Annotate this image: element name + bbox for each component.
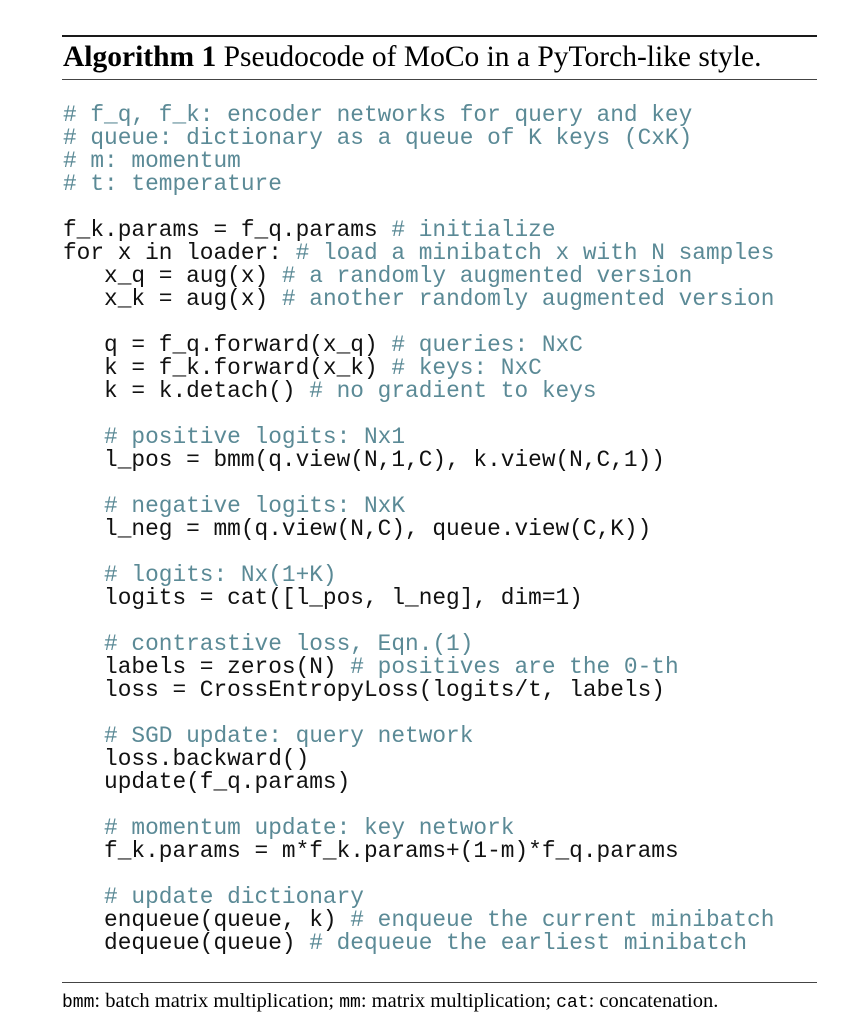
code-statement: loss = CrossEntropyLoss(logits/t, labels) <box>104 677 665 703</box>
code-line <box>63 426 774 449</box>
top-rule <box>62 35 817 37</box>
code-line <box>63 219 774 242</box>
code-comment: # f_q, f_k: encoder networks for query and key <box>63 102 693 128</box>
code-line <box>63 932 774 955</box>
code-indent <box>63 769 104 795</box>
code-statement: logits = cat([l_pos, l_neg], dim=1) <box>104 585 583 611</box>
code-line <box>63 449 774 472</box>
code-statement: f_k.params = f_q.params <box>63 217 392 243</box>
code-comment: # another randomly augmented version <box>281 286 775 312</box>
code-line <box>63 886 774 909</box>
code-line <box>63 196 774 219</box>
code-line <box>63 725 774 748</box>
code-statement: labels = zeros(N) <box>104 654 351 680</box>
code-line <box>63 679 774 702</box>
code-statement: loss.backward() <box>104 746 310 772</box>
footnote-def-mm: matrix multiplication; <box>371 990 557 1012</box>
code-line <box>63 541 774 564</box>
code-comment: # no gradient to keys <box>309 378 597 404</box>
code-line <box>63 265 774 288</box>
code-line <box>63 564 774 587</box>
code-statement: k = k.detach() <box>104 378 310 404</box>
code-statement: x_k = aug(x) <box>104 286 282 312</box>
code-statement: update(f_q.params) <box>104 769 351 795</box>
code-statement: l_pos = bmm(q.view(N,1,C), k.view(N,C,1)) <box>104 447 665 473</box>
code-comment: # dequeue the earliest minibatch <box>309 930 748 956</box>
footnote-sep: : <box>588 990 600 1012</box>
footnote-def-cat: concatenation. <box>599 990 719 1012</box>
code-line <box>63 702 774 725</box>
code-line <box>63 518 774 541</box>
code-indent <box>63 930 104 956</box>
code-comment: # a randomly augmented version <box>281 263 693 289</box>
code-indent <box>63 677 104 703</box>
code-line <box>63 840 774 863</box>
footnote-sep: : <box>360 990 372 1012</box>
code-comment: # update dictionary <box>104 884 364 910</box>
code-line <box>63 909 774 932</box>
code-indent <box>63 838 104 864</box>
code-line <box>63 817 774 840</box>
code-line <box>63 656 774 679</box>
code-comment: # SGD update: query network <box>104 723 474 749</box>
algorithm-title <box>63 38 823 76</box>
code-line <box>63 495 774 518</box>
footnote-term-cat: cat <box>556 993 589 1013</box>
code-statement: dequeue(queue) <box>104 930 310 956</box>
code-indent <box>63 286 104 312</box>
code-statement: x_q = aug(x) <box>104 263 282 289</box>
code-line <box>63 288 774 311</box>
code-line <box>63 610 774 633</box>
code-comment: # logits: Nx(1+K) <box>104 562 337 588</box>
code-line <box>63 794 774 817</box>
footnote-term-mm: mm <box>339 993 361 1013</box>
code-indent <box>63 585 104 611</box>
code-statement: for x in loader: <box>63 240 296 266</box>
code-comment: # t: temperature <box>63 171 282 197</box>
code-comment: # queries: NxC <box>391 332 583 358</box>
code-comment: # momentum update: key network <box>104 815 515 841</box>
code-comment: # initialize <box>391 217 556 243</box>
bottom-rule <box>62 982 817 983</box>
code-comment: # negative logits: NxK <box>104 493 406 519</box>
code-line <box>63 104 774 127</box>
code-line <box>63 403 774 426</box>
code-line <box>63 334 774 357</box>
footnote <box>62 988 822 1016</box>
code-statement: l_neg = mm(q.view(N,C), queue.view(C,K)) <box>104 516 652 542</box>
footnote-sep: : <box>94 990 106 1012</box>
code-comment: # keys: NxC <box>391 355 542 381</box>
code-line <box>63 771 774 794</box>
code-indent <box>63 516 104 542</box>
code-line <box>63 633 774 656</box>
code-line <box>63 242 774 265</box>
code-line <box>63 357 774 380</box>
code-line <box>63 311 774 334</box>
code-line <box>63 748 774 771</box>
code-statement: f_k.params = m*f_k.params+(1-m)*f_q.params <box>104 838 679 864</box>
algorithm-caption: Pseudocode of MoCo in a PyTorch-like style. <box>223 41 762 73</box>
footnote-def-bmm: batch matrix multiplication; <box>105 990 340 1012</box>
pseudocode-listing <box>63 104 774 955</box>
code-comment: # queue: dictionary as a queue of K keys (CxK) <box>63 125 693 151</box>
code-comment: # contrastive loss, Eqn.(1) <box>104 631 474 657</box>
code-comment: # enqueue the current minibatch <box>350 907 775 933</box>
code-line <box>63 173 774 196</box>
code-statement: k = f_k.forward(x_k) <box>104 355 392 381</box>
footnote-term-bmm: bmm <box>62 993 95 1013</box>
code-statement: enqueue(queue, k) <box>104 907 351 933</box>
code-comment: # load a minibatch x with N samples <box>295 240 775 266</box>
algorithm-label: Algorithm 1 <box>63 41 217 73</box>
code-line <box>63 863 774 886</box>
code-line <box>63 150 774 173</box>
code-comment: # positive logits: Nx1 <box>104 424 406 450</box>
code-comment: # m: momentum <box>63 148 241 174</box>
code-line <box>63 380 774 403</box>
code-comment: # positives are the 0-th <box>350 654 679 680</box>
code-line <box>63 472 774 495</box>
code-indent <box>63 447 104 473</box>
code-line <box>63 587 774 610</box>
title-rule <box>62 79 817 80</box>
code-statement: q = f_q.forward(x_q) <box>104 332 392 358</box>
code-indent <box>63 378 104 404</box>
code-line <box>63 127 774 150</box>
